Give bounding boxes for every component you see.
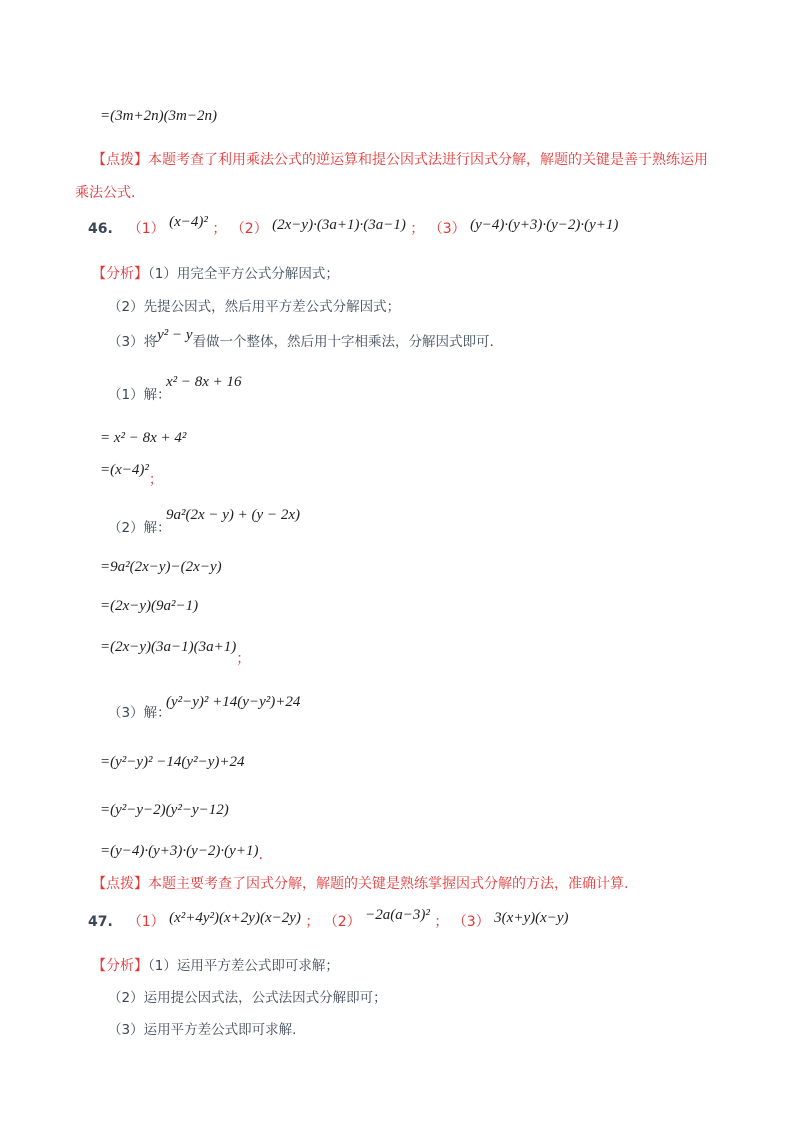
question-number-47: 47. <box>88 914 113 930</box>
fenxi-label: 【分析】 <box>92 266 148 282</box>
solution-1-expression: x² − 8x + 16 <box>166 374 242 390</box>
answer-46-1: (x−4)² <box>169 214 208 230</box>
dianbo-text-line2: 乘法公式. <box>75 185 136 201</box>
answer-47 <box>88 907 569 932</box>
part-3-label: （3） <box>428 221 466 237</box>
dianbo-paragraph-2: 【点拨】本题主要考查了因式分解，解题的关键是熟练掌握因式分解的方法，准确计算. <box>92 876 629 892</box>
solution-1-step2: =(x−4)²； <box>100 462 163 488</box>
solution-3-header: （3）解： <box>108 705 171 721</box>
solution-1-step1: = x² − 8x + 4² <box>100 430 187 446</box>
question-number-46: 46. <box>88 221 113 237</box>
part-3-label: （3） <box>452 914 490 930</box>
fenxi-label: 【分析】 <box>92 958 148 974</box>
solution-2-header: （2）解： <box>108 520 171 536</box>
answer-46-3: (y−4)·(y+3)·(y−2)·(y+1) <box>470 217 619 233</box>
dianbo-text-line1: 本题考查了利用乘法公式的逆运算和提公因式法进行因式分解，解题的关键是善于熟练运用 <box>148 152 708 168</box>
solution-2-step3: =(2x−y)(3a−1)(3a+1)； <box>100 639 251 667</box>
fenxi-46-math: y² − y <box>157 327 193 343</box>
answer-46-2: (2x−y)·(3a+1)·(3a−1) <box>272 217 406 233</box>
fenxi-47-line1: 【分析】（1）运用平方差公式即可求解； <box>92 958 339 974</box>
solution-3-expression: (y²−y)² +14(y−y²)+24 <box>166 694 301 710</box>
answer-47-3: 3(x+y)(x−y) <box>494 910 569 926</box>
separator: ； <box>305 914 320 930</box>
solution-3-step3: =(y−4)·(y+3)·(y−2)·(y+1). <box>100 843 263 863</box>
dianbo-label: 【点拨】 <box>92 152 148 168</box>
answer-47-2: −2a(a−3)² <box>365 907 430 923</box>
solution-2-step2: =(2x−y)(9a²−1) <box>100 598 199 614</box>
fenxi-46-line2: （2）先提公因式，然后用平方差公式分解因式； <box>108 299 401 315</box>
solution-2-step1: =9a²(2x−y)−(2x−y) <box>100 559 222 575</box>
dianbo-label: 【点拨】 <box>92 876 148 892</box>
part-2-label: （2） <box>230 221 268 237</box>
answer-46 <box>88 214 619 239</box>
part-2-label: （2） <box>323 914 361 930</box>
fenxi-46-line1: 【分析】（1）用完全平方公式分解因式； <box>92 266 339 282</box>
solution-3-step1: =(y²−y)² −14(y²−y)+24 <box>100 754 245 770</box>
solution-1-header: （1）解： <box>108 387 171 403</box>
solution-3-step2: =(y²−y−2)(y²−y−12) <box>100 802 229 818</box>
top-equation: =(3m+2n)(3m−2n) <box>100 108 218 124</box>
fenxi-47-line3: （3）运用平方差公式即可求解. <box>108 1022 297 1038</box>
solution-2-expression: 9a²(2x − y) + (y − 2x) <box>166 507 300 523</box>
separator: ； <box>212 221 227 237</box>
dianbo-paragraph-1 <box>92 150 708 170</box>
fenxi-47-line2: （2）运用提公因式法，公式法因式分解即可； <box>108 990 387 1006</box>
separator: ； <box>410 221 425 237</box>
part-1-label: （1） <box>127 221 165 237</box>
separator: ； <box>434 914 449 930</box>
part-1-label: （1） <box>127 914 165 930</box>
answer-47-1: (x²+4y²)(x+2y)(x−2y) <box>169 910 301 926</box>
fenxi-46-line3: （3）将y² − y看做一个整体，然后用十字相乘法，分解因式即可. <box>108 327 494 350</box>
